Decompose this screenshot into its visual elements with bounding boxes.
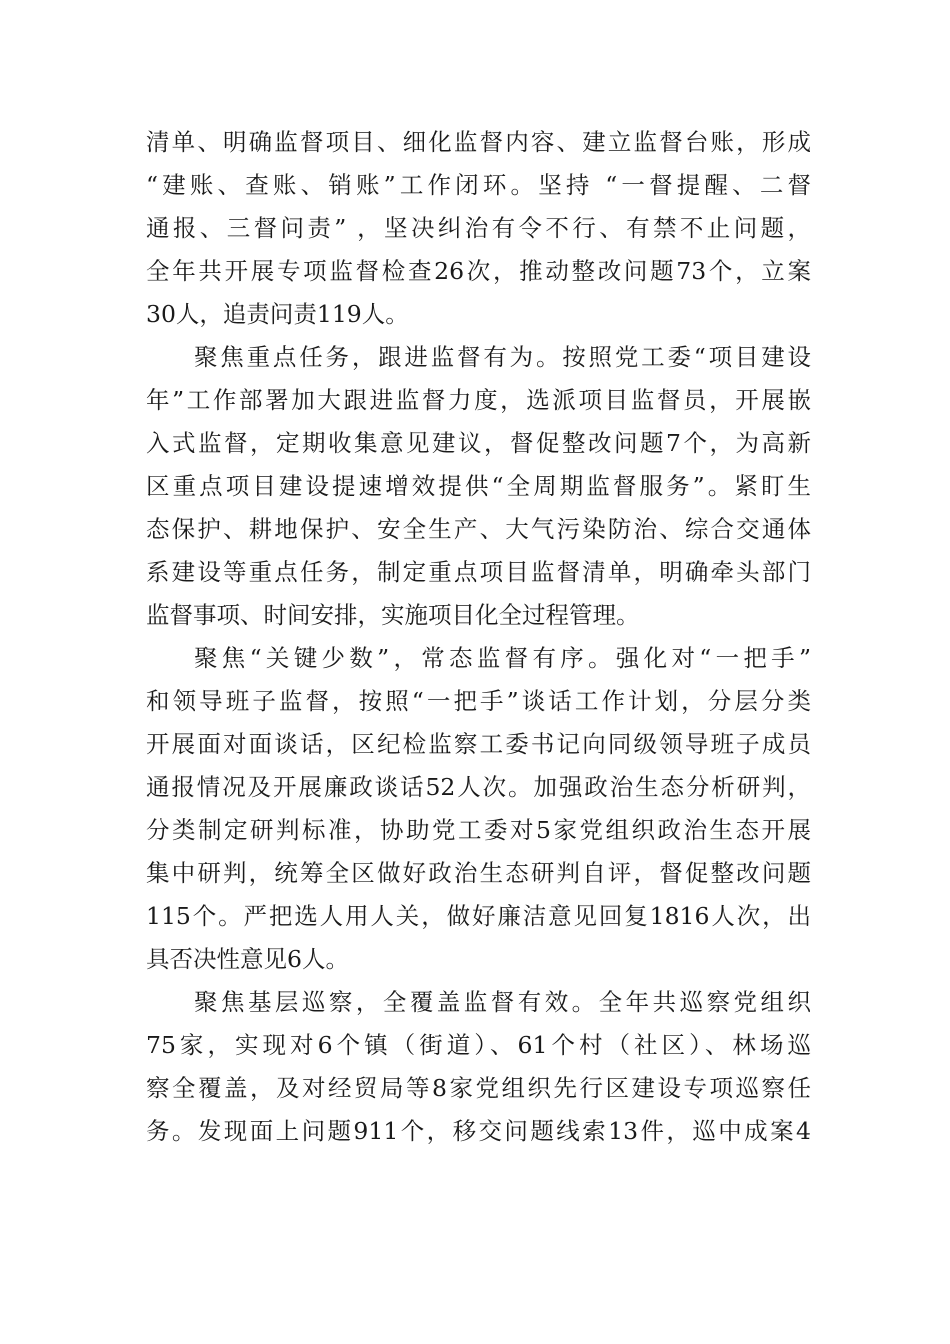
text-line: 和领导班子监督，按照“一把手”谈话工作计划，分层分类 [146, 687, 811, 715]
text-line: 区重点项目建设提速增效提供“全周期监督服务”。紧盯生 [146, 472, 811, 500]
text-line: 分类制定研判标准，协助党工委对5家党组织政治生态开展 [146, 816, 811, 844]
paragraph-supervision-ledger [146, 121, 811, 336]
text-line: 115个。严把选人用人关，做好廉洁意见回复1816人次，出 [146, 902, 811, 930]
text-line: 聚焦基层巡察，全覆盖监督有效。全年共巡察党组织 [194, 988, 811, 1016]
text-line: 开展面对面谈话，区纪检监察工委书记向同级领导班子成员 [146, 730, 811, 758]
text-line: 年”工作部署加大跟进监督力度，选派项目监督员，开展嵌 [146, 386, 811, 414]
text-line: 具否决性意见6人。 [146, 945, 349, 973]
paragraph-key-tasks [146, 336, 811, 637]
text-line: 监督事项、时间安排，实施项目化全过程管理。 [146, 601, 640, 629]
text-line: 务。发现面上问题911个，移交问题线索13件，巡中成案4 [146, 1117, 811, 1145]
text-line: 集中研判，统筹全区做好政治生态研判自评，督促整改问题 [146, 859, 811, 887]
text-line: 态保护、耕地保护、安全生产、大气污染防治、综合交通体 [146, 515, 811, 543]
text-line: 聚焦“关键少数”，常态监督有序。强化对“一把手” [194, 644, 811, 672]
paragraph-key-minority [146, 637, 811, 981]
text-line: 清单、明确监督项目、细化监督内容、建立监督台账，形成 [146, 128, 811, 156]
text-line: 30人，追责问责119人。 [146, 300, 409, 328]
text-line: 75家，实现对6个镇（街道）、61个村（社区）、林场巡 [146, 1031, 811, 1059]
text-line: 聚焦重点任务，跟进监督有为。按照党工委“项目建设 [194, 343, 811, 371]
text-line: 通报情况及开展廉政谈话52人次。加强政治生态分析研判， [146, 773, 811, 801]
text-line: “建账、查账、销账”工作闭环。坚持 “一督提醒、二督 [146, 171, 811, 199]
text-line: 系建设等重点任务，制定重点项目监督清单，明确牵头部门 [146, 558, 811, 586]
paragraph-grassroots-inspection [146, 981, 811, 1153]
text-line: 察全覆盖，及对经贸局等8家党组织先行区建设专项巡察任 [146, 1074, 811, 1102]
text-line: 全年共开展专项监督检查26次，推动整改问题73个，立案 [146, 257, 811, 285]
document-body [146, 121, 811, 1153]
text-line: 通报、三督问责” ，坚决纠治有令不行、有禁不止问题， [146, 214, 811, 242]
text-line: 入式监督，定期收集意见建议，督促整改问题7个，为高新 [146, 429, 811, 457]
